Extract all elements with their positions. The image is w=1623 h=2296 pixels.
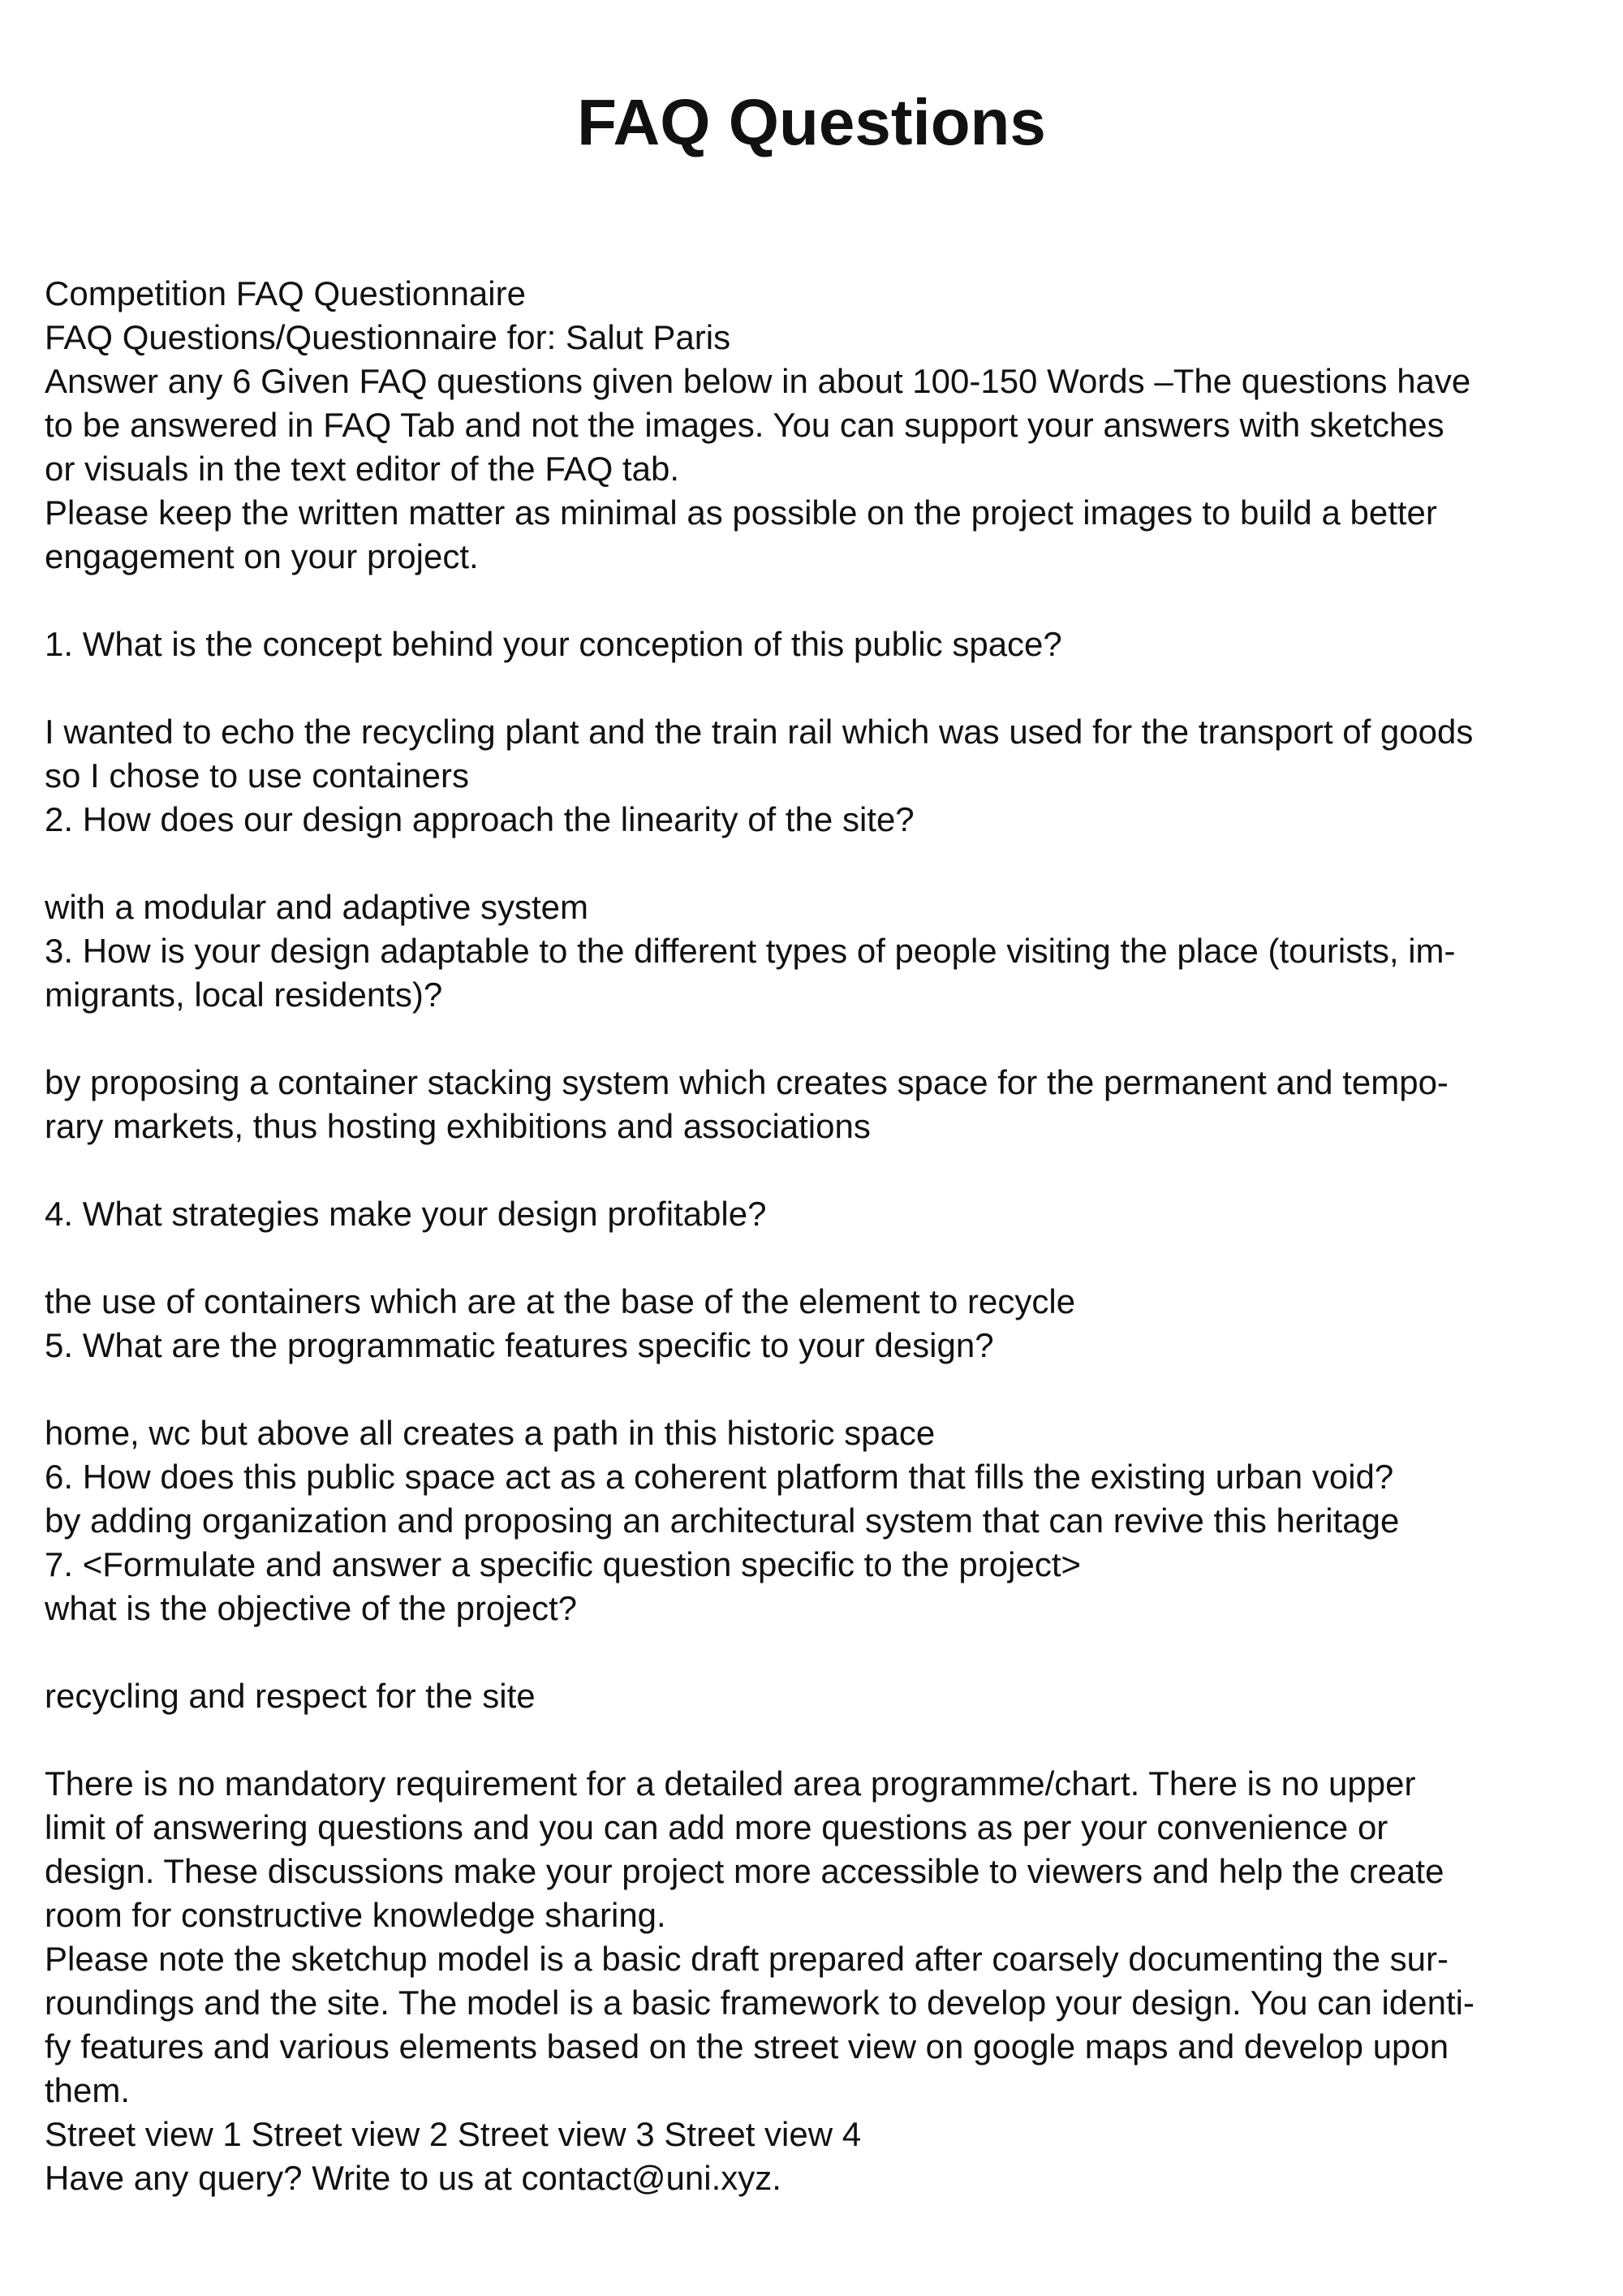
spacer <box>45 666 1586 710</box>
spacer <box>45 1718 1586 1762</box>
spacer <box>45 1368 1586 1411</box>
faq-question: 5. What are the programmatic features specific to your design? <box>45 1326 994 1364</box>
faq-question: 6. How does this public space act as a coherent platform that fills the existing urban void? <box>45 1458 1394 1496</box>
footer-line: Please note the sketchup model is a basic draft prepared after coarsely documenting the sur- <box>45 1940 1449 1978</box>
page-title: FAQ Questions <box>577 86 1046 158</box>
footer-line: design. These discussions make your project more accessible to viewers and help the create <box>45 1852 1444 1890</box>
faq-answer: by proposing a container stacking system which creates space for the permanent and tempo- <box>45 1063 1449 1101</box>
faq-question: migrants, local residents)? <box>45 976 443 1014</box>
faq-answer: so I chose to use containers <box>45 756 469 795</box>
faq-question: 7. <Formulate and answer a specific question specific to the project> <box>45 1545 1082 1583</box>
spacer <box>45 1630 1586 1674</box>
intro-line: to be answered in FAQ Tab and not the images. You can support your answers with sketches <box>45 406 1444 444</box>
faq-answer: by adding organization and proposing an architectural system that can revive this heritage <box>45 1501 1400 1540</box>
document-body <box>45 272 1586 2200</box>
footer-line: There is no mandatory requirement for a detailed area programme/chart. There is no upper <box>45 1764 1416 1803</box>
faq-answer: home, wc but above all creates a path in this historic space <box>45 1414 936 1452</box>
faq-answer: with a modular and adaptive system <box>45 888 589 926</box>
intro-line: or visuals in the text editor of the FAQ tab. <box>45 450 680 488</box>
intro-line: Please keep the written matter as minimal as possible on the project images to build a better <box>45 493 1437 532</box>
spacer <box>45 842 1586 885</box>
footer-line: roundings and the site. The model is a basic framework to develop your design. You can identi- <box>45 1984 1474 2022</box>
faq-answer: recycling and respect for the site <box>45 1677 536 1715</box>
faq-question: what is the objective of the project? <box>45 1589 578 1627</box>
faq-question: 1. What is the concept behind your conception of this public space? <box>45 625 1062 663</box>
footer-line: room for constructive knowledge sharing. <box>45 1896 666 1934</box>
spacer <box>45 1236 1586 1280</box>
contact-line: Have any query? Write to us at contact@uni.xyz. <box>45 2159 781 2197</box>
footer-line: them. <box>45 2071 131 2109</box>
intro-line: Answer any 6 Given FAQ questions given below in about 100-150 Words –The questions have <box>45 362 1471 400</box>
intro-line: FAQ Questions/Questionnaire for: Salut Paris <box>45 318 731 356</box>
faq-answer: the use of containers which are at the base of the element to recycle <box>45 1282 1076 1320</box>
faq-question: 2. How does our design approach the linearity of the site? <box>45 800 915 838</box>
footer-line: fy features and various elements based on the street view on google maps and develop upon <box>45 2027 1449 2066</box>
faq-question: 3. How is your design adaptable to the different types of people visiting the place (tourists, im- <box>45 932 1456 970</box>
spacer <box>45 1148 1586 1192</box>
faq-answer: rary markets, thus hosting exhibitions and associations <box>45 1107 871 1145</box>
street-view-links: Street view 1 Street view 2 Street view 3 Street view 4 <box>45 2115 862 2153</box>
footer-line: limit of answering questions and you can add more questions as per your convenience or <box>45 1808 1388 1846</box>
intro-line: engagement on your project. <box>45 537 479 575</box>
spacer <box>45 579 1586 622</box>
faq-question: 4. What strategies make your design profitable? <box>45 1195 767 1233</box>
intro-line: Competition FAQ Questionnaire <box>45 274 526 312</box>
faq-answer: I wanted to echo the recycling plant and the train rail which was used for the transport of goods <box>45 713 1474 751</box>
spacer <box>45 1017 1586 1061</box>
